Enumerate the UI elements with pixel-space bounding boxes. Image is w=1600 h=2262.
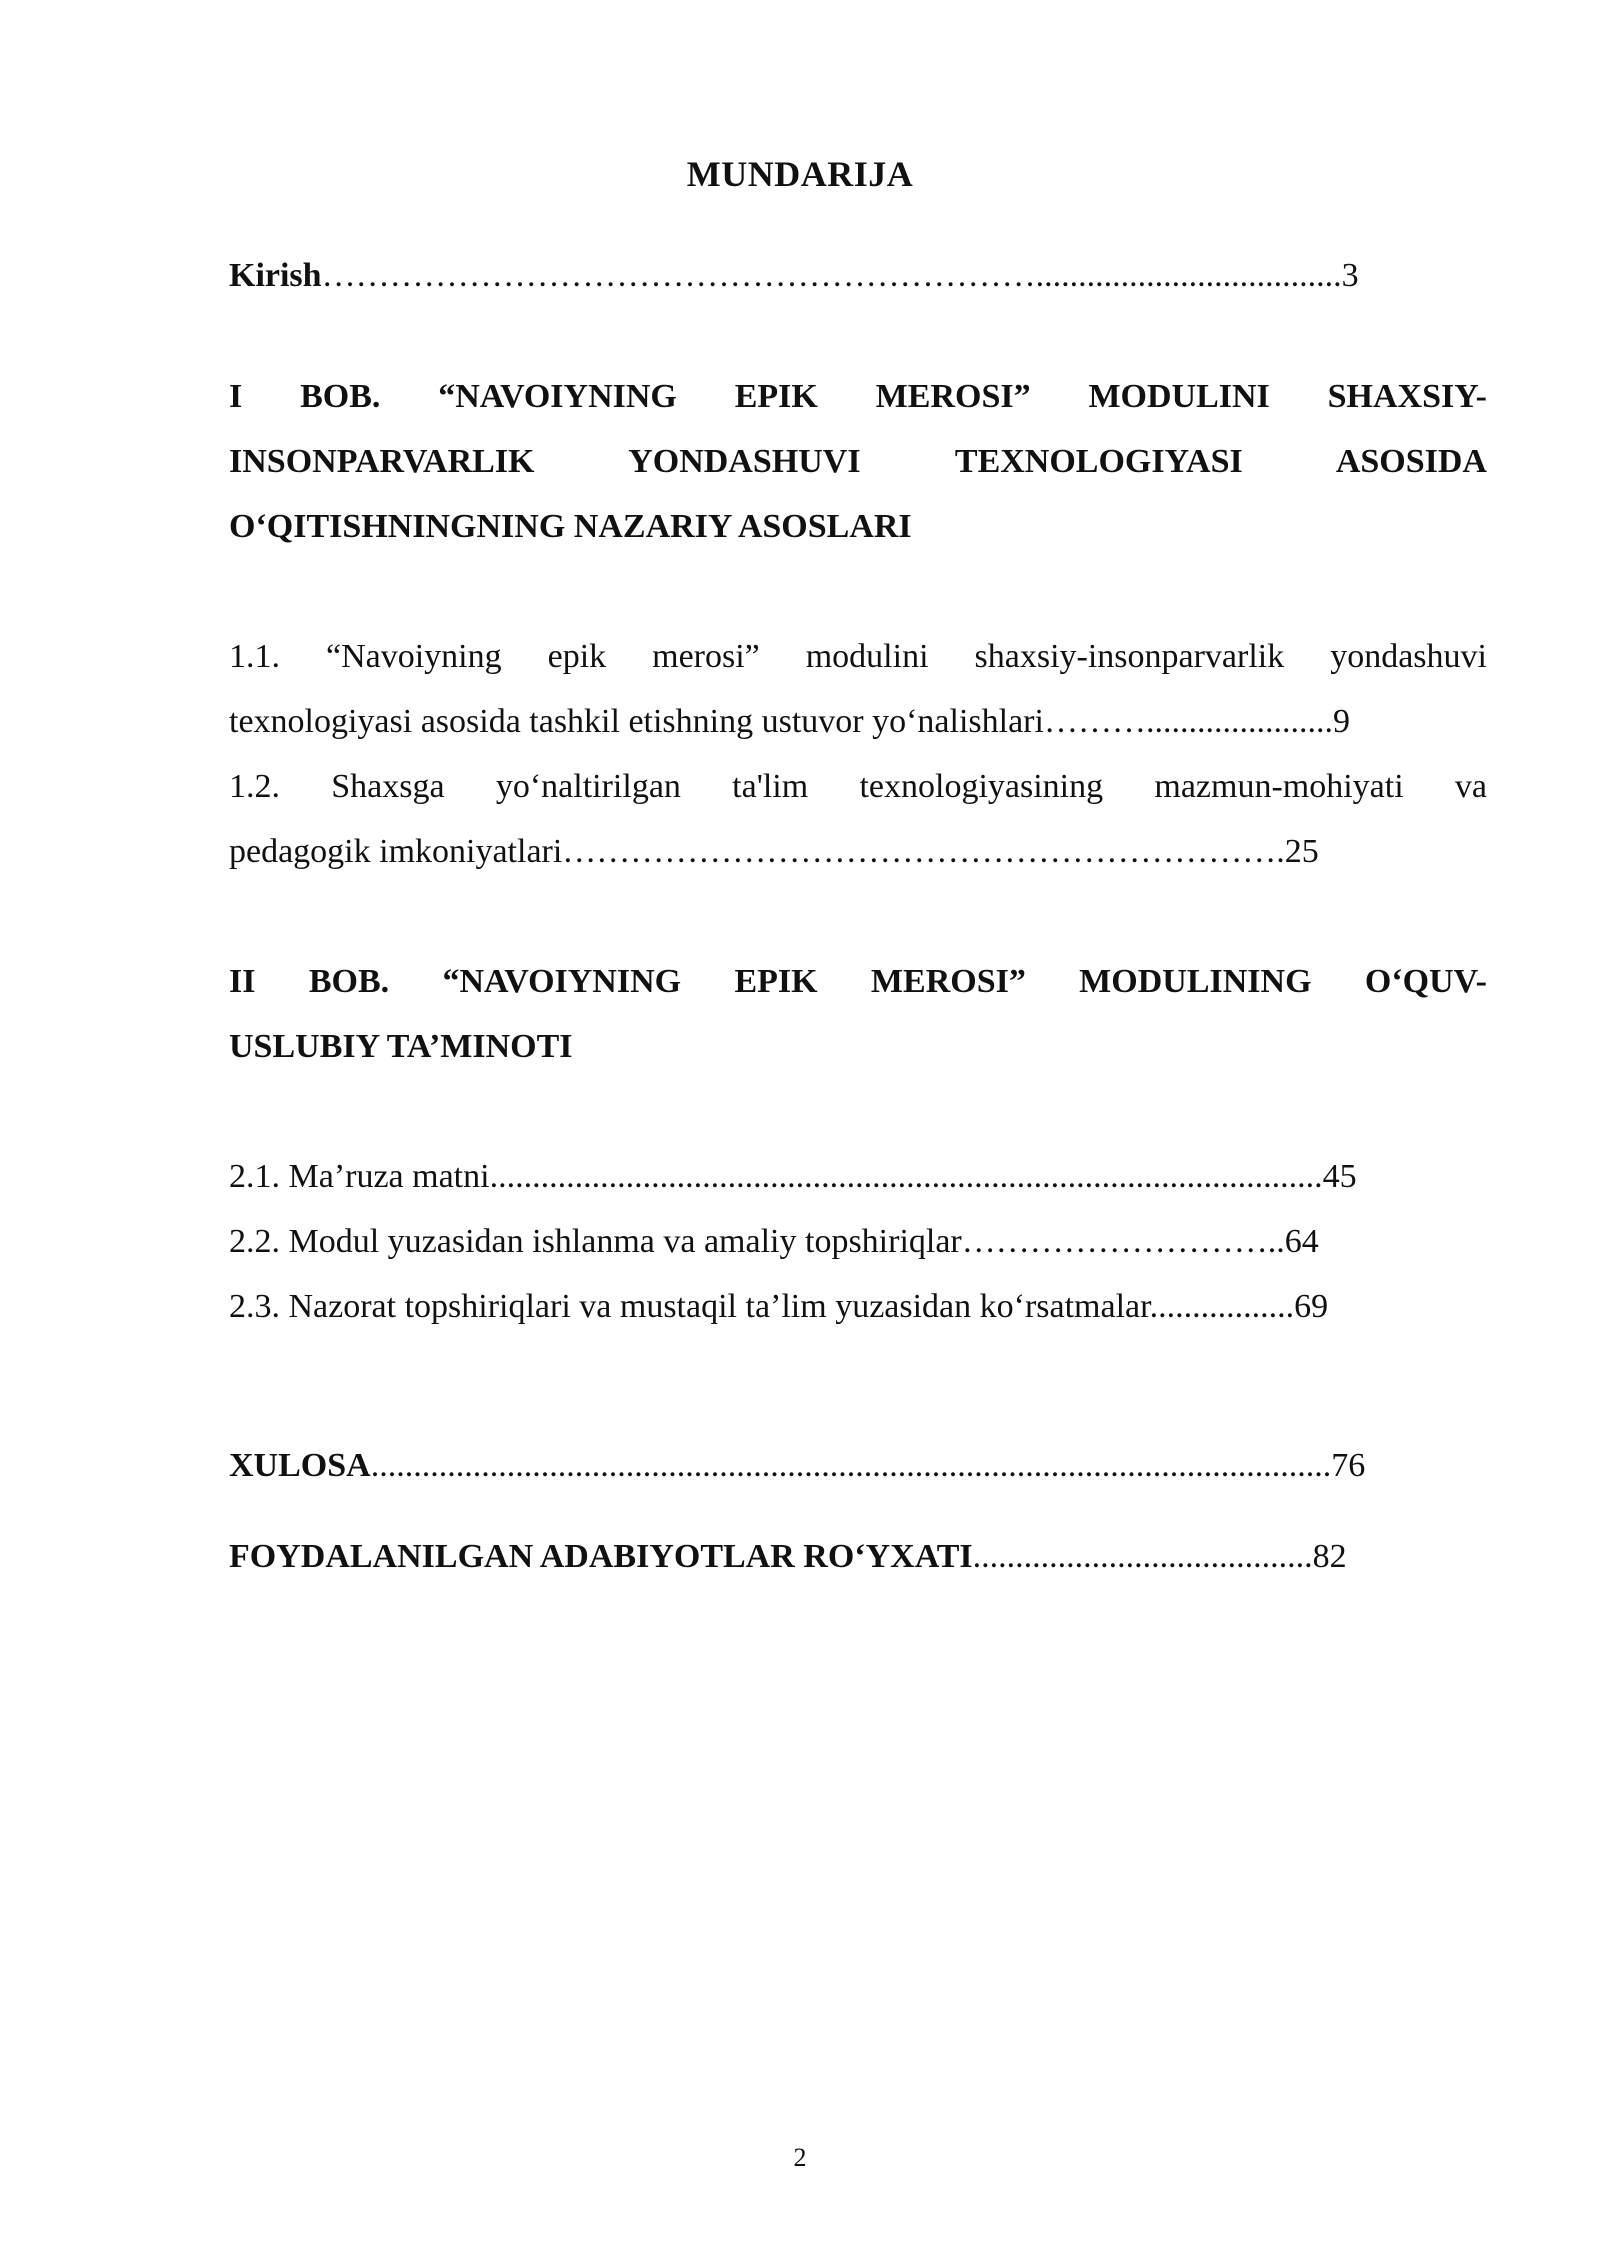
toc-references-leader: ........................................82	[972, 1538, 1347, 1575]
toc-sections-2	[229, 1144, 1487, 1339]
toc-section-2-2[interactable]: 2.2. Modul yuzasidan ishlanma va amaliy topshiriqlar………………………..64	[229, 1223, 1319, 1260]
toc-chapter-1-line-1: I BOB. “NAVOIYNING EPIK MEROSI” MODULINI SHAXSIY-	[229, 378, 1487, 415]
toc-entry-conclusion[interactable]	[229, 1433, 1487, 1498]
toc-intro-leader: ………………………………………………………....................................	[321, 257, 1342, 294]
toc-chapter-2-line-2: USLUBIY TA’MINOTI	[229, 1028, 573, 1065]
toc-references-label: FOYDALANILGAN ADABIYOTLAR RO‘YXATI	[229, 1538, 973, 1575]
toc-conclusion-leader: .................................................................................................................76	[370, 1447, 1366, 1484]
toc-entry-references[interactable]	[229, 1524, 1487, 1589]
toc-section-2-1[interactable]: 2.1. Ma’ruza matni..................................................................................................45	[229, 1158, 1357, 1195]
toc-section-1-2[interactable]	[229, 754, 1487, 884]
toc-intro-label: Kirish	[229, 257, 322, 294]
toc-section-1-1-line-2: texnologiyasi asosida tashkil etishning ustuvor yo‘nalishlari………......................9	[229, 703, 1350, 740]
toc-chapter-1-line-2: INSONPARVARLIK YONDASHUVI TEXNOLOGIYASI ASOSIDA	[229, 443, 1487, 480]
toc-chapter-1[interactable]	[229, 364, 1487, 559]
toc-section-1-2-line-1: 1.2. Shaxsga yo‘naltirilgan ta'lim texnologiyasining mazmun-mohiyati va	[229, 768, 1487, 805]
toc-chapter-2[interactable]	[229, 949, 1487, 1079]
toc-chapter-2-line-1: II BOB. “NAVOIYNING EPIK MEROSI” MODULINING O‘QUV-	[229, 963, 1487, 1000]
toc-intro-page: 3	[1341, 257, 1359, 294]
toc-section-1-1[interactable]	[229, 624, 1487, 754]
toc-section-1-1-line-1: 1.1. “Navoiyning epik merosi” modulini shaxsiy-insonparvarlik yondashuvi	[229, 638, 1487, 675]
toc-section-2-3[interactable]: 2.3. Nazorat topshiriqlari va mustaqil ta’lim yuzasidan ko‘rsatmalar.................69	[229, 1288, 1329, 1325]
toc-section-1-2-line-2: pedagogik imkoniyatlari……………………………………………………….25	[229, 833, 1319, 870]
toc-entry-intro[interactable]	[229, 243, 1487, 308]
toc-chapter-1-line-3: O‘QITISHNINGNING NAZARIY ASOSLARI	[229, 508, 912, 545]
toc-conclusion-label: XULOSA	[229, 1447, 371, 1484]
page-number: 2	[793, 2143, 807, 2172]
page-title: MUNDARIJA	[686, 154, 914, 194]
